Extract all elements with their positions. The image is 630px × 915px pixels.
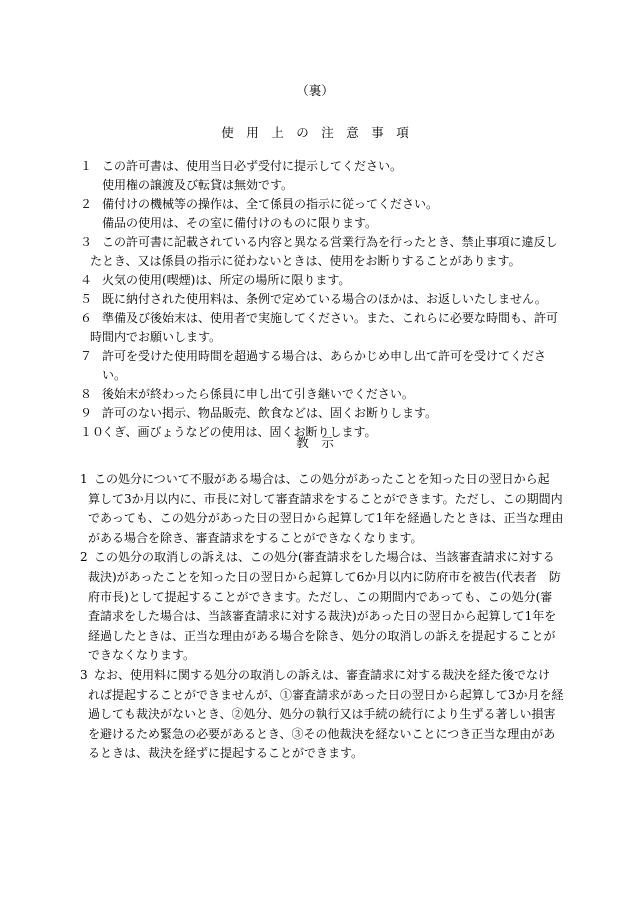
rule-number: １０ bbox=[80, 425, 105, 439]
rule-number: ６ bbox=[80, 311, 93, 325]
page-side-label: （裏） bbox=[296, 83, 334, 98]
rules-heading: 使 用 上 の 注 意 事 項 bbox=[221, 125, 409, 140]
note-text-line: がある場合を除き、審査請求をすることができなくなります。 bbox=[88, 530, 423, 545]
rule-item bbox=[80, 157, 580, 195]
rule-text-line: 許可のない掲示、物品販売、飲食などは、固くお断りします。 bbox=[102, 406, 438, 420]
notes-list bbox=[80, 470, 590, 764]
note-item bbox=[80, 470, 590, 548]
note-text-line: この処分の取消しの訴えは、この処分(審査請求をした場合は、当該審査請求に対する bbox=[94, 550, 555, 565]
rule-text-line: 既に納付された使用料は、条例で定めている場合のほかは、お返しいたしません。 bbox=[102, 292, 547, 306]
note-text-line: れば提起することができませんが、①審査請求があった日の翌日から起算して3か月を経 bbox=[88, 687, 564, 702]
rule-text-line: い。 bbox=[102, 368, 127, 382]
rule-text-line: この許可書に記載されている内容と異なる営業行為を行ったとき、禁止事項に違反し bbox=[102, 235, 558, 249]
rule-text-line: 準備及び後始末は、使用者で実施してください。また、これらに必要な時間も、許可 bbox=[102, 311, 559, 325]
rule-number: ７ bbox=[80, 349, 93, 363]
rule-text-line: 時間内でお願いします。 bbox=[90, 330, 222, 344]
rule-text-line: 後始末が終わったら係員に申し出て引き継いでください。 bbox=[102, 387, 414, 401]
note-text-line: るときは、裁決を経ずに提起することができます。 bbox=[88, 746, 364, 761]
rule-number: ８ bbox=[80, 387, 93, 401]
rule-item bbox=[80, 195, 580, 233]
rule-number: ９ bbox=[80, 406, 93, 420]
rule-text-line: たとき、又は係員の指示に従わないときは、使用をお断りすることがあります。 bbox=[90, 254, 521, 268]
note-text-line: 査請求をした場合は、当該審査請求に対する裁決)があった日の翌日から起算して1年を bbox=[88, 609, 557, 624]
rule-number: ４ bbox=[80, 273, 93, 287]
note-number: 1 bbox=[80, 472, 88, 486]
rule-number: ２ bbox=[80, 197, 93, 211]
rule-item bbox=[80, 385, 580, 404]
note-item bbox=[80, 548, 590, 666]
note-text-line: なお、使用料に関する処分の取消しの訴えは、審査請求に対する裁決を経た後でなけ bbox=[94, 667, 551, 682]
rule-item bbox=[80, 233, 580, 271]
rule-item bbox=[80, 271, 580, 290]
rules-list bbox=[80, 157, 580, 442]
note-text-line: を避けるため緊急の必要があるとき、③その他裁決を経ないことにつき正当な理由があ bbox=[88, 726, 556, 741]
rule-text-line: 備品の使用は、その室に備付けのものに限ります。 bbox=[102, 216, 378, 230]
rule-item bbox=[80, 309, 580, 347]
note-text-line: 算して3か月以内に、市長に対して審査請求をすることができます。ただし、この期間内 bbox=[88, 491, 563, 506]
notes-heading: 教 示 bbox=[296, 435, 334, 450]
note-item bbox=[80, 666, 590, 764]
rule-item bbox=[80, 347, 580, 385]
rule-text-line: この許可書は、使用当日必ず受付に提示してください。 bbox=[102, 159, 403, 173]
rule-item bbox=[80, 290, 580, 309]
note-text-line: この処分について不服がある場合は、この処分があったことを知った日の翌日から起 bbox=[94, 472, 550, 486]
note-text-line: であっても、この処分があった日の翌日から起算して1年を経過したときは、正当な理由 bbox=[88, 511, 564, 526]
rule-number: ５ bbox=[80, 292, 93, 306]
note-text-line: できなくなります。 bbox=[88, 648, 196, 663]
rule-number: ３ bbox=[80, 235, 93, 249]
rule-text-line: 許可を受けた使用時間を超過する場合は、あらかじめ申し出て許可を受けてくださ bbox=[102, 349, 547, 363]
note-text-line: 府市長)として提起することができます。ただし、この期間内であっても、この処分(審 bbox=[88, 589, 553, 604]
rule-text-line: 火気の使用(喫煙)は、所定の場所に限ります。 bbox=[102, 273, 351, 287]
note-text-line: 過しても裁決がないとき、②処分、処分の執行又は手続の続行により生ずる著しい損害 bbox=[88, 707, 556, 722]
note-number: 3 bbox=[80, 667, 88, 682]
note-text-line: 経過したときは、正当な理由がある場合を除き、処分の取消しの訴えを提起することが bbox=[88, 628, 556, 643]
rule-item bbox=[80, 404, 580, 423]
rule-text-line: 使用権の譲渡及び転貸は無効です。 bbox=[102, 178, 294, 192]
rule-number: １ bbox=[80, 159, 93, 173]
rule-text-line: くぎ、画びょうなどの使用は、固くお断りします。 bbox=[102, 425, 377, 439]
note-number: 2 bbox=[80, 550, 88, 565]
rule-text-line: 備付けの機械等の操作は、全て係員の指示に従ってください。 bbox=[102, 197, 439, 211]
note-text-line: 裁決)があったことを知った日の翌日から起算して6か月以内に防府市を被告(代表者 防 bbox=[88, 569, 561, 584]
